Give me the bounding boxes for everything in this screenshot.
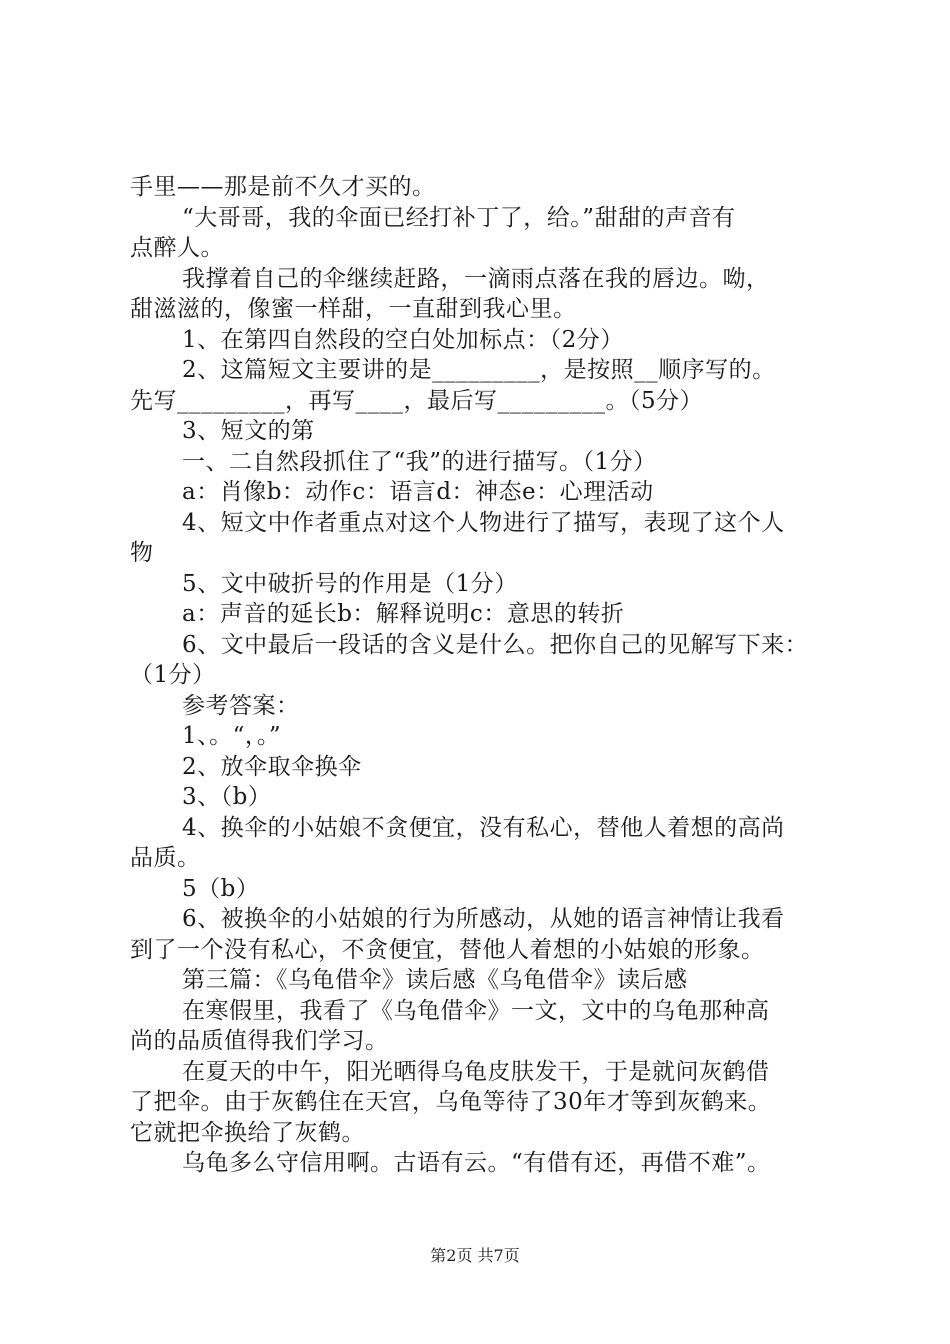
text-line: 它就把伞换给了灰鹤。 (130, 1119, 365, 1146)
text-line: a：声音的延长b：解释说明c：意思的转折 (182, 601, 625, 627)
text-line: 品质。 (130, 845, 201, 871)
text-line: 6、文中最后一段话的含义是什么。把你自己的见解写下来： (182, 631, 809, 658)
text-line: 1、。“，。” (182, 723, 282, 749)
text-line: 我撑着自己的伞继续赶路，一滴雨点落在我的唇边。呦， (182, 265, 770, 292)
text-line: 在寒假里，我看了《乌龟借伞》一文，文中的乌龟那种高 (182, 997, 770, 1024)
text-line: 2、放伞取伞换伞 (182, 753, 362, 780)
text-line: 乌龟多么守信用啊。古语有云。“有借有还，再借不难”。 (182, 1150, 771, 1176)
text-line: 先写_________，再写____，最后写_________。（5分） (130, 387, 704, 414)
text-line: 2、这篇短文主要讲的是_________，是按照__顺序写的。 (182, 357, 776, 383)
text-line: 在夏天的中午，阳光晒得乌龟皮肤发干，于是就问灰鹤借 (182, 1058, 770, 1085)
text-line: 第三篇：《乌龟借伞》读后感《乌龟借伞》读后感 (182, 967, 688, 993)
text-line: “大哥哥，我的伞面已经打补丁了，给。”甜甜的声音有 (182, 204, 736, 231)
text-line: 3、（b） (182, 784, 272, 810)
text-line: 尚的品质值得我们学习。 (130, 1028, 389, 1054)
page-footer: 第2页 共7页 (430, 1246, 520, 1265)
text-line: 参考答案： (182, 692, 300, 719)
text-line: a：肖像b：动作c：语言d：神态e：心理活动 (182, 479, 654, 505)
text-line: 6、被换伞的小姑娘的行为所感动，从她的语言神情让我看 (182, 906, 785, 932)
text-line: 了把伞。由于灰鹤住在天宫，乌龟等待了30年才等到灰鹤来。 (130, 1089, 772, 1115)
text-line: 一、二自然段抓住了“我”的进行描写。（1分） (182, 448, 657, 475)
text-line: 3、短文的第 (182, 418, 315, 444)
text-line: 5（b） (182, 875, 260, 902)
text-line: 甜滋滋的，像蜜一样甜，一直甜到我心里。 (130, 296, 577, 322)
text-line: 5、文中破折号的作用是（1分） (182, 570, 518, 597)
text-line: 到了一个没有私心，不贪便宜，替他人着想的小姑娘的形象。 (130, 936, 765, 963)
text-line: 手里——那是前不久才买的。 (130, 174, 436, 200)
text-line: 点醉人。 (130, 235, 224, 261)
text-line: 4、换伞的小姑娘不贪便宜，没有私心，替他人着想的高尚 (182, 814, 785, 841)
text-line: 4、短文中作者重点对这个人物进行了描写，表现了这个人 (182, 509, 785, 536)
text-line: （1分） (130, 662, 216, 688)
document-body (130, 172, 840, 1179)
text-line: 1、在第四自然段的空白处加标点：（2分） (182, 326, 624, 353)
text-line: 物 (130, 540, 154, 566)
